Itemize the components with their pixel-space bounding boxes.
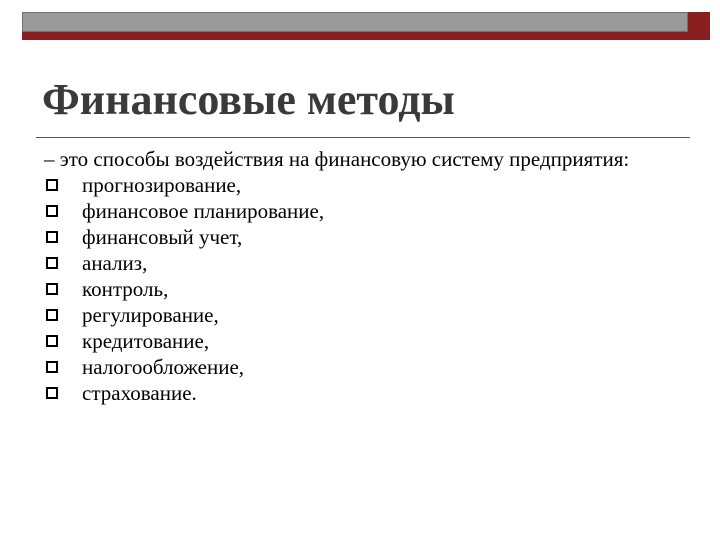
list-item-label: финансовый учет,: [82, 225, 243, 249]
slide-body: [44, 146, 684, 406]
list-item-label: финансовое планирование,: [82, 199, 325, 223]
list-item: [44, 302, 684, 328]
list-item-label: контроль,: [82, 277, 169, 301]
list-item: [44, 250, 684, 276]
list-item: [44, 328, 684, 354]
hollow-square-bullet-icon: [46, 231, 58, 243]
header-gray-bar: [22, 12, 688, 32]
list-item: [44, 198, 684, 224]
title-divider: [36, 137, 690, 138]
header-red-bar: [22, 32, 688, 40]
list-item: [44, 380, 684, 406]
hollow-square-bullet-icon: [46, 387, 58, 399]
hollow-square-bullet-icon: [46, 361, 58, 373]
methods-list: [44, 172, 684, 406]
list-item: [44, 224, 684, 250]
list-item: [44, 354, 684, 380]
list-item: [44, 276, 684, 302]
hollow-square-bullet-icon: [46, 257, 58, 269]
list-item-label: страхование.: [82, 381, 197, 405]
hollow-square-bullet-icon: [46, 179, 58, 191]
list-item-label: анализ,: [82, 251, 148, 275]
hollow-square-bullet-icon: [46, 309, 58, 321]
hollow-square-bullet-icon: [46, 283, 58, 295]
hollow-square-bullet-icon: [46, 335, 58, 347]
list-item-label: прогнозирование,: [82, 173, 242, 197]
hollow-square-bullet-icon: [46, 205, 58, 217]
list-item-label: налогообложение,: [82, 355, 245, 379]
list-item: [44, 172, 684, 198]
header-corner-square: [688, 12, 710, 40]
list-item-label: регулирование,: [82, 303, 219, 327]
intro-text: – это способы воздействия на финансовую систему предприятия:: [44, 147, 630, 171]
slide-title: Финансовые методы: [42, 75, 455, 124]
list-item-label: кредитование,: [82, 329, 210, 353]
